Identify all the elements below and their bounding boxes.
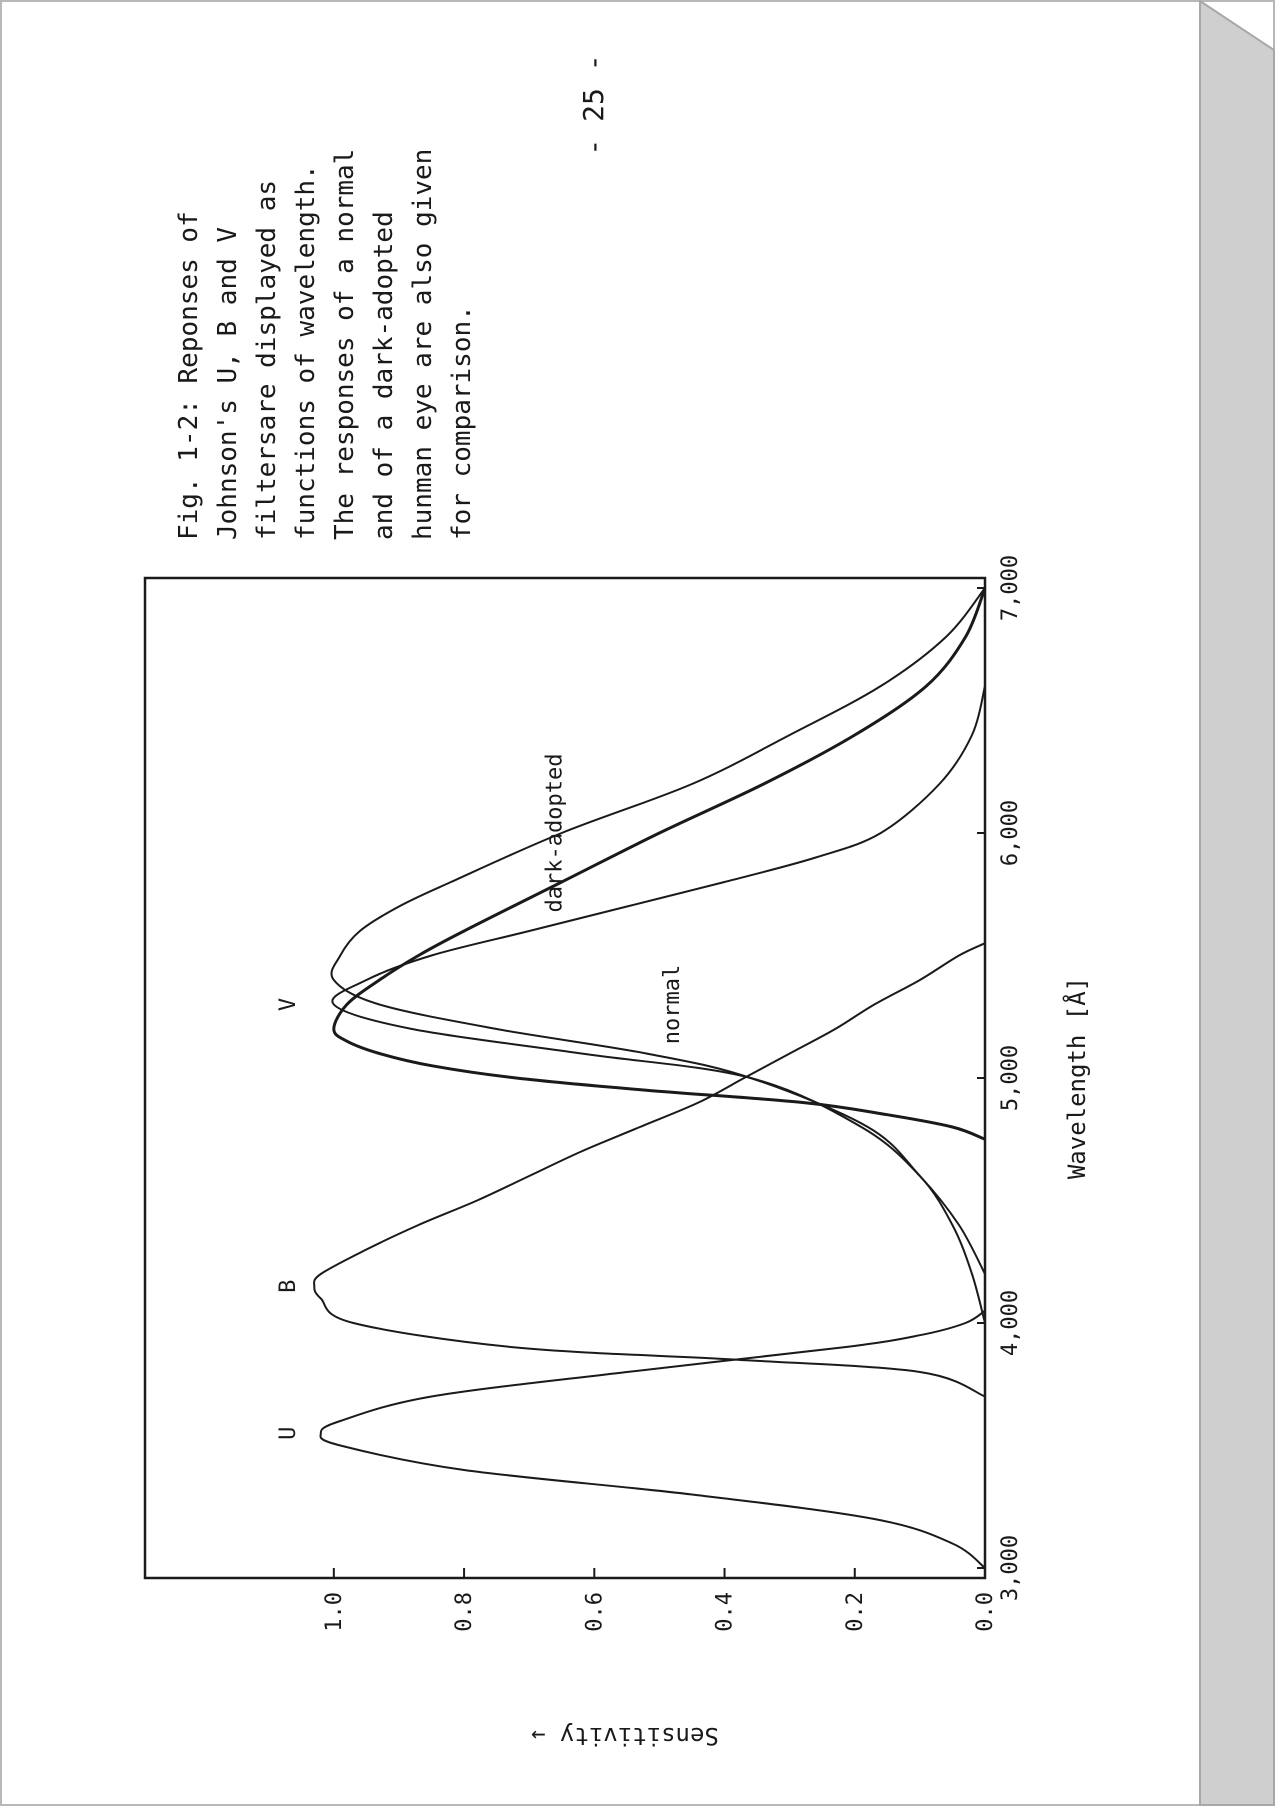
y-tick-label: 0.0 (973, 1592, 998, 1632)
series-label-normal: normal (659, 964, 685, 1045)
series-label-B: B (275, 1279, 301, 1293)
series-label-U: U (275, 1426, 301, 1440)
y-tick-label: 0.2 (842, 1592, 868, 1632)
caption-line: hunman eye are also given (408, 148, 438, 540)
x-axis-label: Wavelength [Å] (1063, 976, 1091, 1180)
x-tick-label: 6,000 (998, 799, 1023, 867)
y-tick-label: 0.6 (582, 1592, 608, 1632)
caption-line: for comparison. (447, 305, 477, 540)
series-label-V: V (275, 997, 301, 1012)
y-tick-label: 0.8 (452, 1592, 478, 1632)
page-number-group (577, 54, 610, 155)
x-tick-label: 5,000 (998, 1044, 1023, 1112)
page-number: - 25 - (577, 54, 610, 156)
caption-line: functions of wavelength. (291, 164, 321, 540)
page-spine (1200, 1, 1274, 1805)
x-tick-label: 7,000 (998, 554, 1023, 622)
y-axis-label: Sensitivity → (531, 1722, 719, 1750)
x-tick-label: 4,000 (998, 1289, 1023, 1357)
caption-line: filtersare displayed as (252, 179, 282, 540)
caption-line: The responses of a normal (330, 148, 360, 540)
caption-line: and of a dark-adopted (369, 211, 399, 540)
y-tick-label: 1.0 (321, 1592, 347, 1632)
y-tick-label: 0.4 (712, 1592, 738, 1632)
caption-line: Johnson's U, B and V (213, 226, 243, 540)
x-tick-label: 3,000 (998, 1534, 1023, 1602)
caption-line: Fig. 1-2: Reponses of (174, 211, 204, 540)
series-label-dark-adopted: dark-adopted (542, 753, 568, 913)
